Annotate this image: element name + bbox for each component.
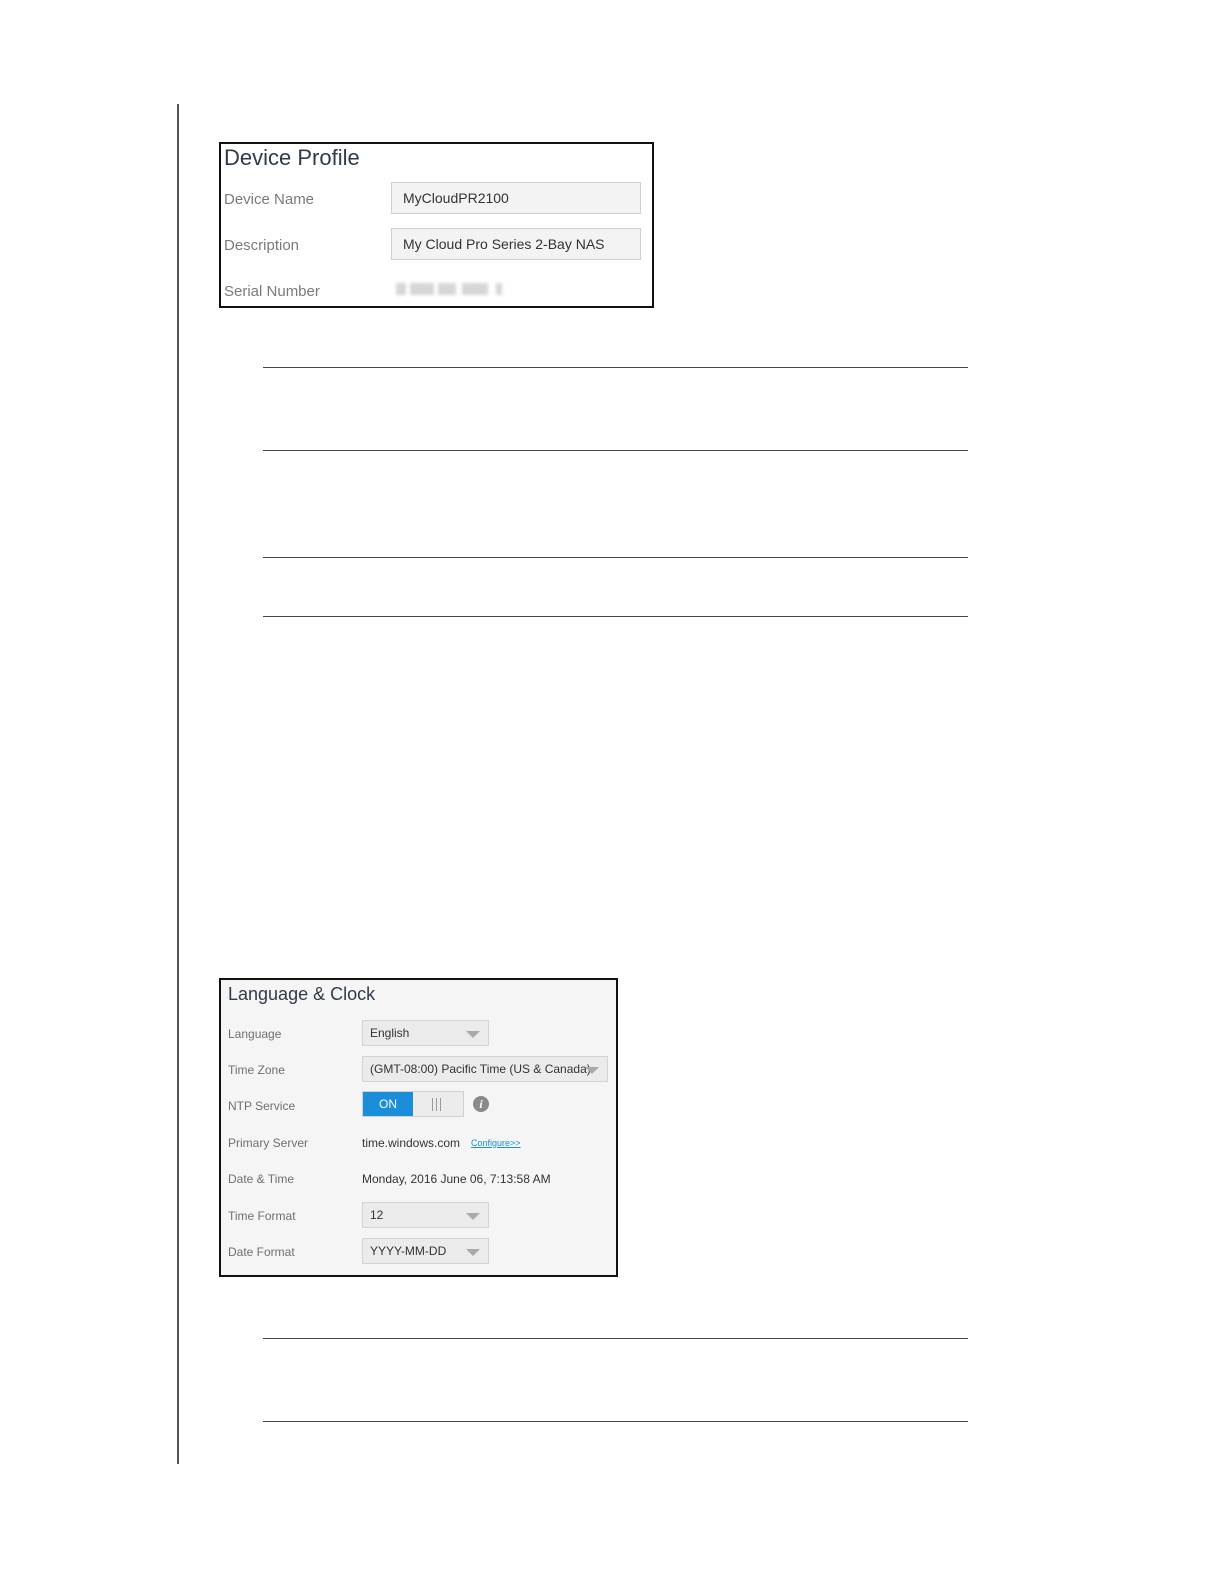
language-select[interactable] xyxy=(362,1020,489,1046)
divider xyxy=(263,557,968,558)
device-name-label: Device Name xyxy=(224,191,315,208)
serial-number-label: Serial Number xyxy=(224,283,320,300)
time-zone-select[interactable] xyxy=(362,1056,608,1082)
serial-number-redacted xyxy=(396,281,506,297)
configure-link[interactable]: Configure>> xyxy=(471,1138,521,1148)
ntp-service-label: NTP Service xyxy=(228,1099,296,1113)
description-label: Description xyxy=(224,237,300,254)
time-zone-value: (GMT-08:00) Pacific Time (US & Canada) xyxy=(370,1062,591,1076)
toggle-on-label: ON xyxy=(363,1092,413,1116)
chevron-down-icon xyxy=(466,1031,480,1038)
ntp-service-toggle[interactable] xyxy=(362,1091,464,1117)
time-format-label: Time Format xyxy=(228,1209,296,1223)
divider xyxy=(263,1338,968,1339)
language-clock-title: Language & Clock xyxy=(228,984,376,1004)
primary-server-value: time.windows.com xyxy=(362,1136,461,1150)
device-profile-panel xyxy=(219,142,654,308)
info-icon[interactable]: i xyxy=(473,1096,489,1112)
date-time-label: Date & Time xyxy=(228,1172,295,1186)
description-input[interactable] xyxy=(391,228,641,260)
divider xyxy=(263,450,968,451)
time-format-select[interactable] xyxy=(362,1202,489,1228)
divider xyxy=(263,367,968,368)
date-format-value: YYYY-MM-DD xyxy=(370,1244,447,1258)
device-name-input[interactable] xyxy=(391,182,641,214)
divider xyxy=(263,1421,968,1422)
chevron-down-icon xyxy=(466,1249,480,1256)
divider xyxy=(263,616,968,617)
date-format-label: Date Format xyxy=(228,1245,295,1259)
language-value: English xyxy=(370,1026,410,1040)
device-profile-title: Device Profile xyxy=(224,145,360,170)
date-format-select[interactable] xyxy=(362,1238,489,1264)
page-margin-rule xyxy=(177,104,179,1464)
chevron-down-icon xyxy=(466,1213,480,1220)
time-zone-label: Time Zone xyxy=(228,1063,285,1077)
toggle-grip-icon xyxy=(432,1098,442,1111)
primary-server-label: Primary Server xyxy=(228,1136,309,1150)
language-label: Language xyxy=(228,1027,282,1041)
chevron-down-icon xyxy=(585,1067,599,1074)
language-clock-panel xyxy=(219,978,618,1277)
date-time-value: Monday, 2016 June 06, 7:13:58 AM xyxy=(362,1172,551,1186)
time-format-value: 12 xyxy=(370,1208,384,1222)
